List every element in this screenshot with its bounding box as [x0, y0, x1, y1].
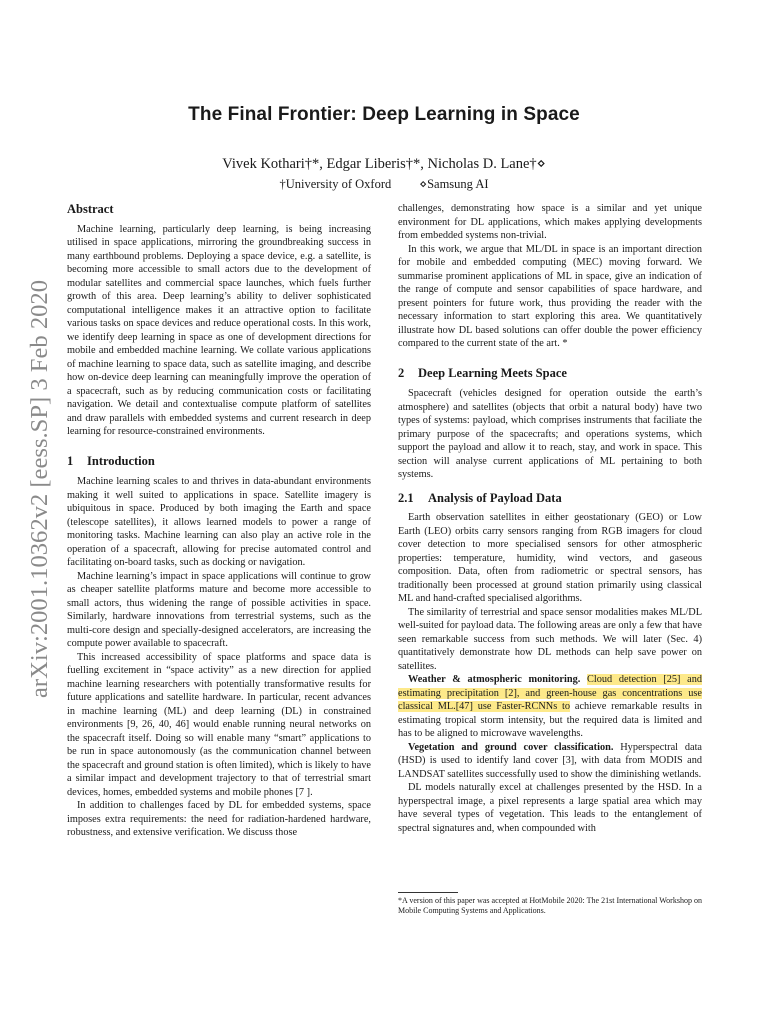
intro-paragraph: Machine learning’s impact in space applications will continue to grow as cheaper satellite platforms mature and become more accessible to small actors, thus widening the range of possible activities in space. Similarly, hardware innovations from terrestrial systems, such as the multi-core design and specially-designed accelerators, are increasing the compute power available to spacecraft.: [67, 570, 371, 649]
intro-paragraph: In addition to challenges faced by DL for embedded systems, space imposes extra requirements: the need for radiation-hardened hardware, robustness, and extensive verification. We discuss those: [67, 800, 371, 838]
intro-paragraph: In this work, we argue that ML/DL in space is an important direction for mobile and embedded computing (MEC) moving forward. We summarise prominent applications of ML in space, give an indication of the range of compute and sensor capabilities of space hardware, and present pointers for future work, thus providing the reader with the necessary information to start exploring this area. We quantitatively illustrate how DL based solutions can offer double the power efficiency compared to the current state of the art. *: [398, 243, 702, 349]
arxiv-stamp-text: arXiv:2001.10362v2 [eess.SP] 3 Feb 2020: [27, 290, 53, 698]
right-column: [398, 202, 702, 835]
subsection-number: 2.1: [398, 490, 414, 505]
intro-continuation: challenges, demonstrating how space is a similar and yet unique environment for DL applications, which makes applying developments from embedded systems non-trivial.: [398, 203, 702, 241]
footnote: *A version of this paper was accepted at HotMobile 2020: The 21st International Workshop on Mobile Computing Systems and Applications.: [398, 896, 702, 915]
affiliations: [0, 176, 768, 192]
section-number: 2: [398, 365, 405, 380]
weather-paragraph: [398, 673, 702, 741]
author-list: Vivek Kothari†*, Edgar Liberis†*, Nicholas D. Lane†⋄: [222, 156, 546, 172]
payload-paragraph: The similarity of terrestrial and space sensor modalities makes ML/DL well-suited for payload data. The following areas are only a few that have seen remarkable success from such methods. We will later (Sec. 4) quantitatively demonstrate how DL methods can help save power on satellites.: [398, 606, 702, 672]
intro-paragraph: This increased accessibility of space platforms and space data is fuelling excitement in “space activity” as a new direction for applied machine learning researchers with potentially transformative results for future applications and satellite hardware. In particular, recent advances in machine learning (ML) and deep learning (DL) in constrained environments [9, 26, 40, 46] would enable running neural networks on the spacecraft itself. Doing so will enable many “smart” applications to be run in space autonomously (as the communication channel between the spacecraft and ground station is often limited), which is likely to have a similar impact and development trajectory to that of terrestrial smart devices, homes, embedded systems and mobile phones [7 ].: [67, 651, 371, 798]
affiliation-oxford: †University of Oxford: [279, 177, 392, 191]
paper-title: The Final Frontier: Deep Learning in Space: [188, 104, 580, 125]
affiliation-samsung: ⋄Samsung AI: [419, 177, 489, 191]
intro-paragraph: Machine learning scales to and thrives in data-abundant environments making it well suited to applications in space. Satellite imagery is ubiquitous in space. Produced by both imaging the Earth and space (telescope satellites), it allows learned models to power a range of monitoring tasks. Machine learning can also play an active role in the operation of a spacecraft, allowing for precise automated control and facilitating on-board tasks, such as docking or navigation.: [67, 476, 371, 568]
section-2-paragraph: Spacecraft (vehicles designed for operation outside the earth’s atmosphere) and satellites (objects that orbit a natural body) have two types of systems: payload, which comprises instruments that faciliate the primary purpose of the spacecrafts; and operations systems, which support the payload and allow it to reach, stay, and work in space. This section will analyse current applications of ML pertaining to both systems.: [398, 388, 702, 480]
vegetation-paragraph: [398, 741, 702, 782]
hsd-paragraph: DL models naturally excel at challenges presented by the HSD. In a hyperspectral image, a pixel represents a large spatial area which may have several types of vegetation. This leads to the entanglement of spectral signatures and, when compounded with: [398, 782, 702, 834]
section-1-heading: [67, 455, 371, 469]
subsection-title: Analysis of Payload Data: [428, 490, 562, 505]
weather-text: achieve remarkable results in estimating tropical storm intensity, but the required data is limited and has to be aligned to microwave wavelengths.: [398, 701, 702, 739]
arxiv-stamp: [16, 278, 56, 698]
vegetation-text: Hyperspectral data (HSD) is used to identify land cover [3], with data from MODIS and LANDSAT satellites successfully used to show the diminishing wetlands.: [398, 741, 702, 780]
abstract-heading: Abstract: [67, 202, 114, 216]
highlighted-text: Cloud detection [25] and estimating precipitation [2], and green-house gas concentrations use classical ML.[47] use Faster-RCNNs to: [398, 674, 702, 712]
left-column: [67, 202, 371, 840]
section-2-heading: [398, 367, 702, 381]
section-title: Deep Learning Meets Space: [418, 365, 567, 380]
footnote-rule: [398, 892, 458, 893]
subsection-2-1-heading: [398, 492, 702, 506]
section-title: Introduction: [87, 453, 155, 468]
vegetation-runin-heading: Vegetation and ground cover classification.: [408, 741, 614, 753]
section-number: 1: [67, 453, 74, 468]
abstract-text: Machine learning, particularly deep learning, is being increasing utilised in space applications, mirroring the groundbreaking success in many earthbound problems. Deploying a space device, e.g. a satellite, is becoming more accessible to small actors due to the development of modular satellites and commercial space launches, which fuels further growth of this area. Deep learning’s ability to deliver sophisticated computational intelligence makes it an attractive option to facilitate various tasks on space devices and reduce operational costs. In this work, we identify deep learning in space as one of development directions for mobile and embedded machine learning. We collate various applications of machine learning to space data, such as satellite imaging, and describe how on-device deep learning can meaningfully improve the operation of a spacecraft, such as by reducing communication costs or facilitating navigation. We detail and contextualise compute platform of satellites and draw parallels with embedded systems and current research in deep learning for resource-constrained environments.: [67, 223, 371, 437]
weather-runin-heading: Weather & atmospheric monitoring.: [408, 674, 581, 685]
payload-paragraph: Earth observation satellites in either geostationary (GEO) or Low Earth (LEO) orbits carry sensors ranging from RGB imagers for cloud cover detection to more specialised sensors for other atmospheric properties: temperature, humidity, wind vectors, and gaseous composition. Data, often from radiometric or spectral sensors, has traditionally been processed at ground station primarily using classical ML and hand-crafted specialised algorithms.: [398, 512, 702, 604]
